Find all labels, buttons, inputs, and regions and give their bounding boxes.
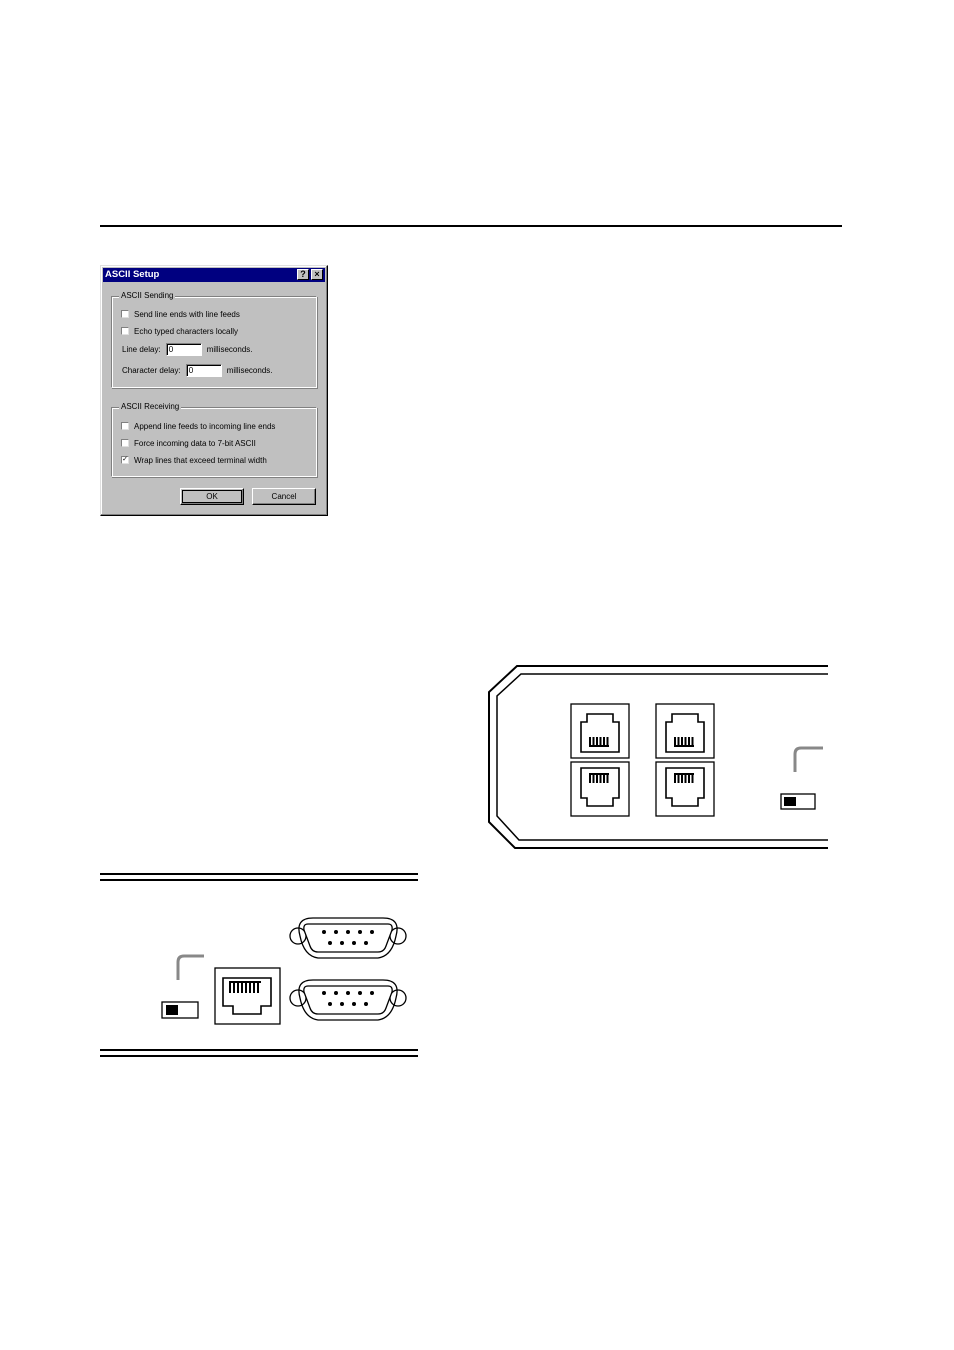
append-line-feeds-label: Append line feeds to incoming line ends xyxy=(134,421,276,431)
ascii-receiving-legend: ASCII Receiving xyxy=(121,402,180,411)
echo-typed-option[interactable] xyxy=(121,325,238,337)
echo-typed-label: Echo typed characters locally xyxy=(134,326,239,336)
force-7bit-checkbox[interactable] xyxy=(121,439,129,447)
title-bar xyxy=(103,268,325,282)
line-delay-input[interactable]: 0 xyxy=(166,343,202,356)
db9-port-icon xyxy=(290,980,406,1020)
line-delay-label: Line delay: xyxy=(122,344,161,354)
force-7bit-option[interactable] xyxy=(121,437,256,449)
send-line-ends-option[interactable] xyxy=(121,308,240,320)
close-icon: × xyxy=(314,269,320,279)
force-7bit-label: Force incoming data to 7-bit ASCII xyxy=(134,438,256,448)
append-line-feeds-checkbox[interactable] xyxy=(121,422,129,430)
close-button[interactable] xyxy=(311,269,323,280)
help-icon: ? xyxy=(300,269,306,279)
echo-typed-checkbox[interactable] xyxy=(121,327,129,335)
rj11-port-icon xyxy=(656,704,714,758)
wrap-lines-option[interactable] xyxy=(121,454,267,466)
wrap-lines-label: Wrap lines that exceed terminal width xyxy=(134,455,267,465)
ascii-setup-dialog xyxy=(100,265,328,516)
rj11-port-icon xyxy=(656,762,714,816)
wrap-lines-checkbox[interactable]: ✓ xyxy=(122,456,128,463)
rj11-port-icon xyxy=(571,704,629,758)
line-delay-unit: milliseconds. xyxy=(206,344,253,354)
send-line-ends-checkbox[interactable] xyxy=(121,310,129,318)
char-delay-row xyxy=(122,364,273,376)
slide-switch-icon xyxy=(162,1002,198,1018)
ok-button[interactable]: OK xyxy=(180,488,244,505)
db9-port-icon xyxy=(290,918,406,958)
top-rule xyxy=(100,225,842,227)
rear-panel-illustration xyxy=(100,872,420,1062)
dialog-title: ASCII Setup xyxy=(105,269,160,280)
char-delay-label: Character delay: xyxy=(122,365,181,375)
help-button[interactable] xyxy=(297,269,309,280)
ascii-receiving-group xyxy=(111,402,317,477)
char-delay-unit: milliseconds. xyxy=(226,365,273,375)
ascii-sending-legend: ASCII Sending xyxy=(121,291,174,300)
rj11-port-icon xyxy=(571,762,629,816)
slide-switch-icon xyxy=(781,794,815,809)
rj45-port-icon xyxy=(215,968,280,1024)
front-panel-illustration xyxy=(485,662,830,852)
cancel-button[interactable]: Cancel xyxy=(252,488,316,505)
ascii-sending-group xyxy=(111,291,317,388)
send-line-ends-label: Send line ends with line feeds xyxy=(134,309,240,319)
char-delay-input[interactable]: 0 xyxy=(186,364,222,377)
line-delay-row xyxy=(122,343,253,355)
append-line-feeds-option[interactable] xyxy=(121,420,275,432)
